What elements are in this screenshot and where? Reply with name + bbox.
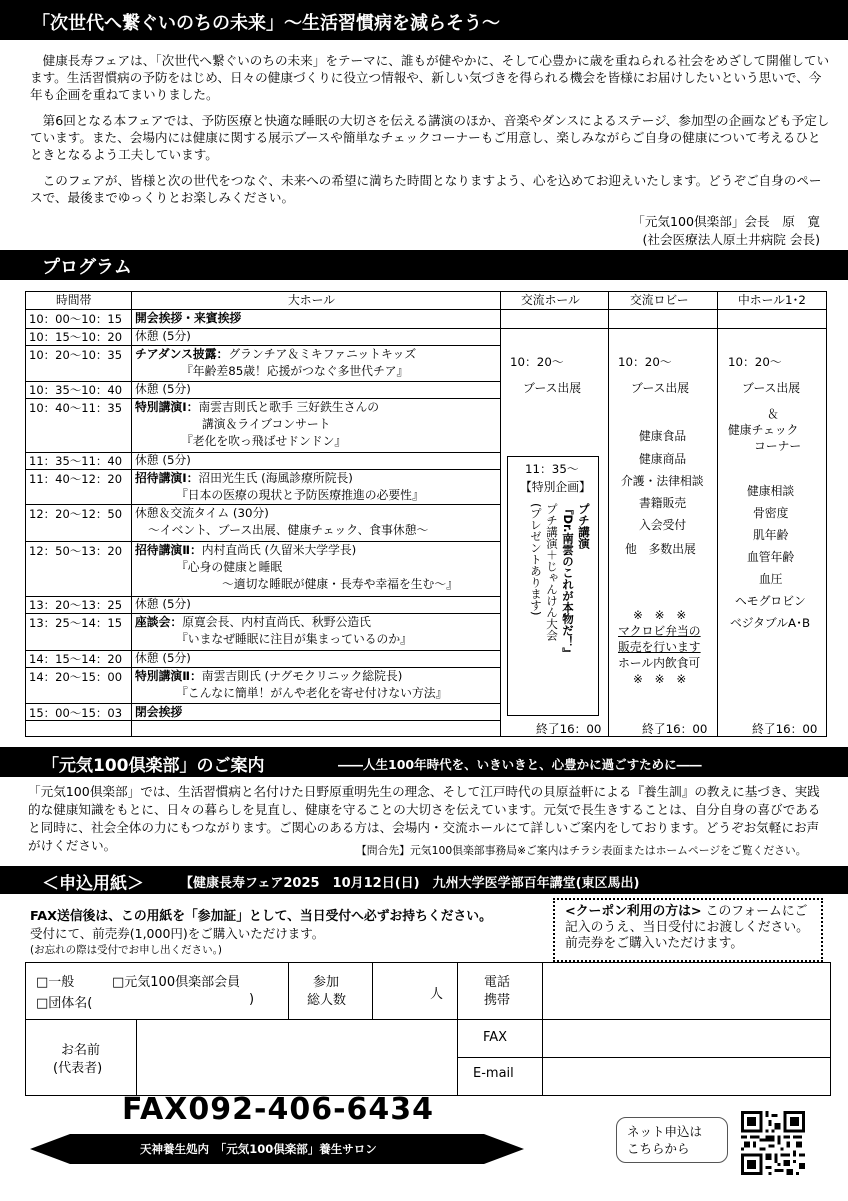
special-event-line-2: 『Dr.南雲のこれが本物だ！』 bbox=[561, 503, 575, 659]
row-subtitle: 『年齢差85歳！応援がつなぐ多世代チア』 bbox=[181, 364, 409, 378]
header-band bbox=[0, 0, 848, 40]
row-title: 開会挨拶・来賓挨拶 bbox=[135, 311, 242, 325]
naka-end: 終了16：00 bbox=[752, 722, 818, 736]
total-label-2: 総人数 bbox=[307, 993, 347, 1008]
option-group[interactable]: □団体名( bbox=[36, 996, 93, 1011]
program-band bbox=[0, 250, 848, 280]
name-label-1: お名前 bbox=[61, 1043, 101, 1058]
row-title: 休憩＆交流タイム (30分) bbox=[135, 506, 269, 520]
genki-subtitle: ――人生100年時代を、いきいきと、心豊かに過ごすために―― bbox=[338, 757, 702, 772]
row-title: 座談会：原寛会長、内村直尚氏、秋野公造氏 bbox=[135, 615, 371, 629]
lobby-item: 書籍販売 bbox=[639, 496, 687, 510]
application-event: 【健康長寿フェア2025 10月12日(日) 九州大学医学部百年講堂(東区馬出) bbox=[180, 876, 640, 891]
special-event-line-3: プチ講演＋じゃんけん大会 bbox=[545, 503, 559, 641]
coupon-box bbox=[553, 898, 823, 962]
phone-input[interactable] bbox=[546, 965, 826, 1015]
special-event-label: 【特別企画】 bbox=[520, 480, 591, 494]
naka-item: 血管年齢 bbox=[747, 550, 795, 564]
row-time: 10：35～10：40 bbox=[29, 383, 123, 397]
row-time: 13：25～14：15 bbox=[29, 616, 123, 630]
lobby-item: 健康商品 bbox=[639, 452, 687, 466]
lobby-marks: ※ ※ ※ bbox=[633, 672, 687, 686]
row-time: 14：20～15：00 bbox=[29, 670, 123, 684]
net-label-1: ネット申込は bbox=[627, 1124, 703, 1139]
fax-number: FAX092-406-6434 bbox=[122, 1092, 435, 1127]
net-application-box[interactable] bbox=[616, 1117, 728, 1163]
lobby-item: 入会受付 bbox=[639, 518, 687, 532]
row-time: 10：40～11：35 bbox=[29, 401, 123, 415]
net-label-2: こちらから bbox=[627, 1141, 690, 1156]
program-table bbox=[25, 291, 827, 737]
lobby-item: 健康食品 bbox=[639, 429, 687, 443]
header-kouryu-hall: 交流ホール bbox=[521, 293, 580, 307]
naka-item: 健康相談 bbox=[747, 484, 795, 498]
phone-label-2: 携帯 bbox=[484, 993, 511, 1008]
email-label: E-mail bbox=[473, 1066, 514, 1081]
row-time: 11：40～12：20 bbox=[29, 472, 123, 486]
option-group-close: ) bbox=[249, 992, 255, 1007]
row-title: 休憩 (5分) bbox=[135, 597, 191, 611]
row-subtitle: ～イベント、ブース出展、健康チェック、食事休憩～ bbox=[148, 523, 429, 537]
row-subtitle: 『心身の健康と睡眠 bbox=[176, 560, 283, 574]
lobby-bento-2: 販売を行います bbox=[618, 640, 701, 654]
lobby-end: 終了16：00 bbox=[642, 722, 708, 736]
row-title: 招待講演Ⅱ：内村直尚氏 (久留米大学学長) bbox=[135, 543, 357, 557]
fax-notice-forget: (お忘れの際は受付でお申し出ください。) bbox=[30, 944, 222, 956]
header-main-hall: 大ホール bbox=[288, 293, 335, 307]
lobby-item: 他 多数出展 bbox=[625, 542, 696, 556]
row-time: 10：15～10：20 bbox=[29, 330, 123, 344]
special-event-box bbox=[507, 456, 599, 716]
intro-paragraph-1: 健康長寿フェアは、「次世代へ繋ぐいのちの未来」をテーマに、誰もが健やかに、そして心豊かに歳を重ねられる社会をめざして開催しています。生活習慣病の予防をはじめ、日々の健康づくりに役立つ情報や、新しい気づきを得られる機会を皆様にお届けしたいという思いで、今年も企画を重ねてまいりました。 bbox=[30, 53, 830, 102]
program-title: プログラム bbox=[42, 257, 132, 278]
row-title: 特別講演Ⅰ：南雲吉則氏と歌手 三好鉄生さんの bbox=[135, 400, 380, 414]
coupon-text: このフォームにご記入のうえ、当日受付にお渡しください。前売券をご購入いただけます。 bbox=[565, 904, 809, 951]
qr-code-icon[interactable] bbox=[741, 1111, 805, 1175]
lobby-start: 10：20～ bbox=[618, 355, 672, 369]
naka-item: 骨密度 bbox=[753, 506, 789, 520]
row-time: 10：00～10：15 bbox=[29, 312, 123, 326]
naka-item: コーナー bbox=[754, 439, 802, 453]
row-time: 10：20～10：35 bbox=[29, 348, 123, 362]
naka-item: 肌年齢 bbox=[753, 528, 789, 542]
row-time: 13：20～13：25 bbox=[29, 598, 123, 612]
row-title: 休憩 (5分) bbox=[135, 382, 191, 396]
option-general[interactable]: □一般 bbox=[36, 975, 75, 990]
option-member[interactable]: □元気100倶楽部会員 bbox=[112, 975, 241, 990]
genki-body: 「元気100倶楽部」では、生活習慣病と名付けた日野原重明先生の理念、そして江戸時代の貝原益軒による『養生訓』の教えに基づき、実践的な健康知識をもとに、日々の暮らしを見直し、健康を守ることの大切さを伝えています。元気で長生きすることは、自分自身の喜びであると同時に、社会全体の力にもつながります。ご関心のある方は、会場内・交流ホールにて詳しいご案内をしております。どうぞお気軽にお声がけください。 bbox=[28, 784, 821, 853]
application-form bbox=[25, 962, 831, 1096]
lobby-item: 介護・法律相談 bbox=[621, 474, 704, 488]
kouryu-hall-end: 終了16：00 bbox=[536, 722, 602, 736]
phone-label-1: 電話 bbox=[484, 975, 511, 990]
naka-item: ＆ bbox=[767, 407, 779, 421]
row-subtitle: 『いまなぜ睡眠に注目が集まっているのか』 bbox=[176, 632, 412, 646]
row-title: 休憩 (5分) bbox=[135, 453, 191, 467]
row-title: 休憩 (5分) bbox=[135, 329, 191, 343]
signature-name: 「元気100倶楽部」会長 原 寛 bbox=[632, 214, 820, 229]
header-time: 時間帯 bbox=[56, 293, 92, 307]
row-title: 特別講演Ⅱ：南雲吉則氏 (ナグモクリニック総院長) bbox=[135, 669, 403, 683]
fax-notice: FAX送信後は、この用紙を「参加証」として、当日受付へ必ずお持ちください。 bbox=[30, 909, 492, 924]
row-subtitle: 講演＆ライブコンサート bbox=[202, 417, 331, 431]
intro-paragraph-2: 第6回となる本フェアでは、予防医療と快適な睡眠の大切さを伝える講演のほか、音楽やダンスによるステージ、参加型の企画なども予定しています。また、会場内には健康に関する展示ブースや簡単なチェックコーナーもご用意し、楽しみながらご自身の健康について考えるひとときとなるよう工夫しています。 bbox=[30, 113, 830, 162]
genki-title: 「元気100倶楽部」のご案内 bbox=[42, 756, 265, 776]
email-input[interactable] bbox=[546, 1061, 826, 1091]
genki-contact: 【問合先】元気100倶楽部事務局※ご案内はチラシ表面またはホームページをご覧ください。 bbox=[356, 844, 807, 857]
row-time: 14：15～14：20 bbox=[29, 652, 123, 666]
row-title: 休憩 (5分) bbox=[135, 651, 191, 665]
lobby-eat: ホール内飲食可 bbox=[618, 656, 701, 670]
header-title: 「次世代へ繋ぐいのちの未来」～生活習慣病を減らそう～ bbox=[32, 13, 500, 34]
name-label-2: (代表者) bbox=[53, 1061, 103, 1076]
naka-item: ベジタブルA･B bbox=[730, 616, 811, 630]
lobby-marks: ※ ※ ※ bbox=[633, 608, 687, 622]
application-title: ＜申込用紙＞ bbox=[42, 874, 144, 894]
naka-item: ヘモグロビン bbox=[735, 594, 806, 608]
people-unit: 人 bbox=[430, 987, 444, 1002]
total-label-1: 参加 bbox=[313, 975, 340, 990]
naka-item: 血圧 bbox=[759, 572, 783, 586]
row-subtitle: 『老化を吹っ飛ばせドンドン』 bbox=[181, 434, 347, 448]
kouryu-hall-booth: ブース出展 bbox=[523, 381, 582, 395]
genki-band bbox=[0, 747, 848, 777]
row-time: 11：35～11：40 bbox=[29, 454, 123, 468]
naka-start: 10：20～ bbox=[728, 355, 782, 369]
naka-item: ブース出展 bbox=[742, 381, 801, 395]
row-time: 12：20～12：50 bbox=[29, 507, 123, 521]
application-band bbox=[0, 866, 848, 894]
row-title: チアダンス披露：グランチア＆ミキファニットキッズ bbox=[135, 347, 417, 361]
row-time: 12：50～13：20 bbox=[29, 544, 123, 558]
row-subtitle: ～適切な睡眠が健康・長寿や幸福を生む～』 bbox=[222, 577, 458, 591]
kouryu-hall-start: 10：20～ bbox=[510, 355, 564, 369]
lobby-bento-1: マクロビ弁当の bbox=[618, 624, 701, 638]
row-title: 閉会挨拶 bbox=[135, 705, 183, 719]
row-subtitle: 『こんなに簡単！がんや老化を寄せ付けない方法』 bbox=[176, 686, 448, 700]
coupon-heading: <クーポン利用の方は> bbox=[565, 904, 702, 919]
fax-destination: 天神養生処内 「元気100倶楽部」養生サロン bbox=[140, 1142, 377, 1156]
header-kouryu-lobby: 交流ロビー bbox=[630, 293, 689, 307]
special-event-line-1: プチ講演 bbox=[577, 503, 591, 549]
row-subtitle: 『日本の医療の現状と予防医療推進の必要性』 bbox=[176, 488, 424, 502]
row-time: 15：00～15：03 bbox=[29, 706, 123, 720]
fax-notice-ticket: 受付にて、前売券(1,000円)をご購入いただけます。 bbox=[30, 926, 325, 941]
fax-label: FAX bbox=[483, 1030, 508, 1045]
special-event-time: 11：35～ bbox=[525, 462, 579, 476]
signature-affiliation: (社会医療法人原土井病院 会長) bbox=[642, 232, 820, 247]
special-event-line-4: (プレゼントあります) bbox=[529, 503, 543, 616]
row-title: 招待講演Ⅰ：沼田光生氏 (海風診療所院長) bbox=[135, 471, 353, 485]
header-naka-hall: 中ホール1･2 bbox=[738, 293, 806, 307]
intro-paragraph-3: このフェアが、皆様と次の世代をつなぐ、未来への希望に満ちた時間となりますよう、心を込めてお迎えいたします。どうぞご自身のペースで、最後までゆっくりとお楽しみください。 bbox=[30, 173, 822, 205]
naka-item: 健康チェック bbox=[728, 423, 799, 437]
name-input[interactable] bbox=[140, 1023, 452, 1091]
fax-input[interactable] bbox=[546, 1023, 826, 1053]
lobby-item: ブース出展 bbox=[631, 381, 690, 395]
